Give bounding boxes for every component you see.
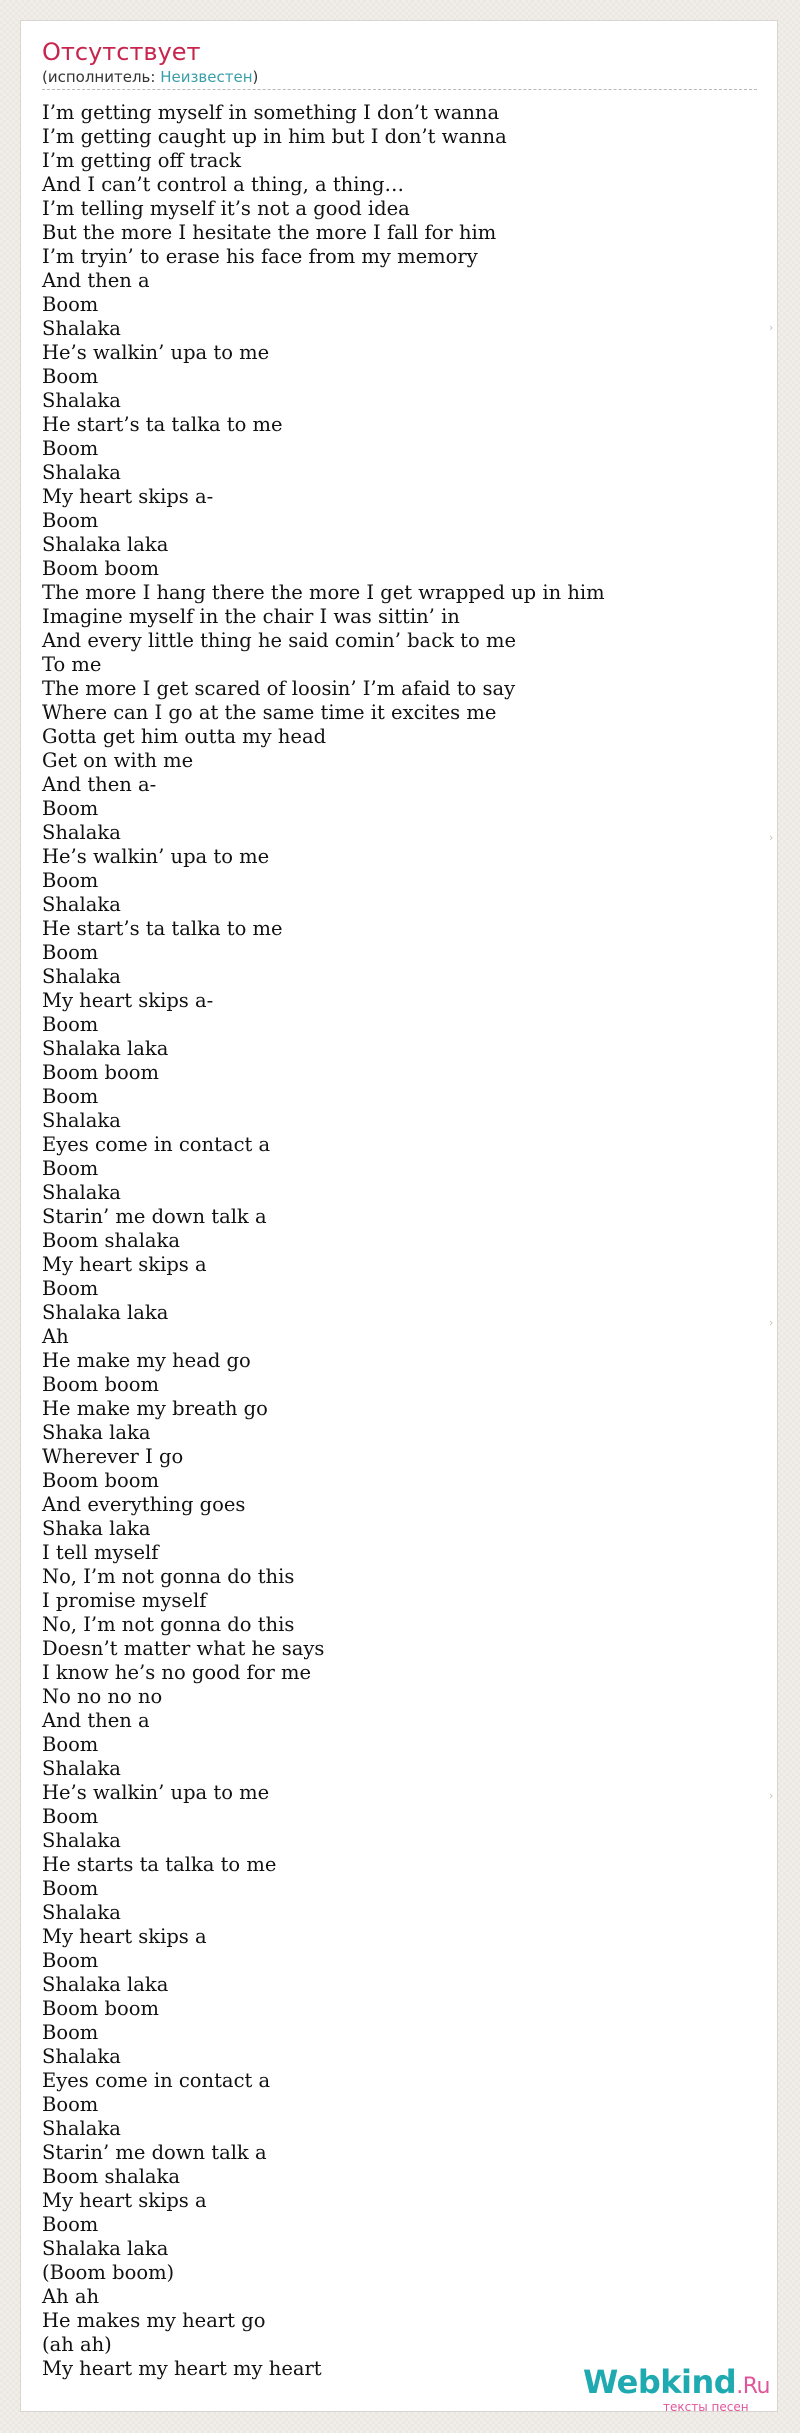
- lyric-line: Wherever I go: [42, 1445, 184, 1468]
- lyric-line: Shaka laka: [42, 1517, 151, 1540]
- lyric-line: Shalaka: [42, 461, 121, 484]
- lyric-line: He make my breath go: [42, 1397, 268, 1420]
- artist-prefix: (исполнитель:: [42, 68, 161, 86]
- lyric-line: Gotta get him outta my head: [42, 725, 327, 748]
- lyric-line: Get on with me: [42, 749, 194, 772]
- lyric-line: Where can I go at the same time it excites me: [42, 701, 497, 724]
- lyric-line: And then a: [42, 1709, 150, 1732]
- lyric-line: My heart skips a: [42, 2189, 207, 2212]
- lyric-line: And I can’t control a thing, a thing…: [42, 173, 405, 196]
- artist-link[interactable]: Неизвестен: [160, 68, 253, 86]
- lyric-line: Boom: [42, 1733, 99, 1756]
- lyric-line: Shalaka laka: [42, 1301, 169, 1324]
- lyric-line: I’m tryin’ to erase his face from my memory: [42, 245, 478, 268]
- lyric-line: My heart my heart my heart: [42, 2357, 322, 2380]
- lyric-line: (ah ah): [42, 2333, 112, 2356]
- lyric-line: Doesn’t matter what he says: [42, 1637, 325, 1660]
- lyric-line: Shalaka: [42, 1181, 121, 1204]
- lyric-line: Boom boom: [42, 1469, 159, 1492]
- lyrics-card: [20, 20, 778, 2412]
- lyric-line: The more I get scared of loosin’ I’m afaid to say: [42, 677, 516, 700]
- lyric-line: Boom: [42, 941, 99, 964]
- lyric-line: Boom: [42, 1949, 99, 1972]
- lyric-line: My heart skips a: [42, 1925, 207, 1948]
- edge-ornament-icon: ›: [769, 1316, 774, 1329]
- lyric-line: Ah ah: [42, 2285, 100, 2308]
- lyric-line: My heart skips a-: [42, 989, 214, 1012]
- logo-domain: .Ru: [736, 2374, 770, 2399]
- lyric-line: But the more I hesitate the more I fall for him: [42, 221, 497, 244]
- lyric-line: Boom boom: [42, 557, 159, 580]
- lyric-line: Shalaka: [42, 1829, 121, 1852]
- edge-ornament-icon: ›: [769, 1789, 774, 1802]
- artist-line: [42, 70, 258, 85]
- lyric-line: Boom: [42, 797, 99, 820]
- lyric-line: Shalaka laka: [42, 2237, 169, 2260]
- lyric-line: Shalaka: [42, 317, 121, 340]
- lyric-line: Shalaka: [42, 1109, 121, 1132]
- lyric-line: Shalaka: [42, 1901, 121, 1924]
- lyric-line: Boom: [42, 2213, 99, 2236]
- lyric-line: He starts ta talka to me: [42, 1853, 277, 1876]
- logo-subtitle: тексты песен: [663, 2400, 749, 2414]
- lyric-line: The more I hang there the more I get wrapped up in him: [42, 581, 605, 604]
- lyric-line: I’m getting myself in something I don’t wanna: [42, 101, 500, 124]
- lyrics-text: [42, 101, 757, 2381]
- lyric-line: Boom: [42, 509, 99, 532]
- lyric-line: Boom: [42, 1157, 99, 1180]
- lyric-line: He make my head go: [42, 1349, 251, 1372]
- lyric-line: He makes my heart go: [42, 2309, 266, 2332]
- lyric-line: No no no no: [42, 1685, 163, 1708]
- lyric-line: He’s walkin’ upa to me: [42, 341, 270, 364]
- lyric-line: Shalaka: [42, 389, 121, 412]
- lyric-line: And every little thing he said comin’ back to me: [42, 629, 516, 652]
- lyric-line: Boom: [42, 437, 99, 460]
- lyric-line: Shalaka: [42, 2045, 121, 2068]
- lyric-line: To me: [42, 653, 102, 676]
- lyric-line: He start’s ta talka to me: [42, 917, 283, 940]
- lyric-line: I’m getting caught up in him but I don’t wanna: [42, 125, 507, 148]
- lyric-line: And everything goes: [42, 1493, 246, 1516]
- lyric-line: Boom shalaka: [42, 2165, 180, 2188]
- lyric-line: My heart skips a-: [42, 485, 214, 508]
- lyric-line: (Boom boom): [42, 2261, 175, 2284]
- lyric-line: Shalaka: [42, 821, 121, 844]
- lyric-line: I tell myself: [42, 1541, 159, 1564]
- lyric-line: I’m getting off track: [42, 149, 242, 172]
- edge-ornament-icon: ›: [769, 831, 774, 844]
- lyric-line: And then a: [42, 269, 150, 292]
- artist-suffix: ): [252, 68, 259, 86]
- lyric-line: Eyes come in contact a: [42, 2069, 271, 2092]
- lyric-line: Shalaka: [42, 2117, 121, 2140]
- lyric-line: Boom: [42, 1277, 99, 1300]
- lyric-line: Boom boom: [42, 1997, 159, 2020]
- site-logo[interactable]: [583, 2363, 783, 2416]
- song-title: Отсутствует: [42, 38, 201, 66]
- lyric-line: Boom: [42, 365, 99, 388]
- lyric-line: Shaka laka: [42, 1421, 151, 1444]
- lyric-line: Boom: [42, 1805, 99, 1828]
- lyric-line: I’m telling myself it’s not a good idea: [42, 197, 410, 220]
- lyric-line: Shalaka laka: [42, 1037, 169, 1060]
- lyric-line: No, I’m not gonna do this: [42, 1565, 295, 1588]
- logo-wordmark: [583, 2363, 770, 2401]
- lyric-line: Boom shalaka: [42, 1229, 180, 1252]
- lyric-line: Shalaka laka: [42, 533, 169, 556]
- lyric-line: Shalaka laka: [42, 1973, 169, 1996]
- lyric-line: My heart skips a: [42, 1253, 207, 1276]
- lyric-line: I promise myself: [42, 1589, 207, 1612]
- lyric-line: Shalaka: [42, 965, 121, 988]
- lyric-line: Boom: [42, 2093, 99, 2116]
- lyric-line: Boom: [42, 1085, 99, 1108]
- logo-main-text: Webkind: [583, 2363, 737, 2401]
- lyric-line: Starin’ me down talk a: [42, 1205, 267, 1228]
- lyric-line: Boom boom: [42, 1061, 159, 1084]
- lyric-line: Shalaka: [42, 893, 121, 916]
- lyric-line: No, I’m not gonna do this: [42, 1613, 295, 1636]
- lyric-line: Starin’ me down talk a: [42, 2141, 267, 2164]
- lyric-line: Eyes come in contact a: [42, 1133, 271, 1156]
- lyric-line: Imagine myself in the chair I was sittin’ in: [42, 605, 460, 628]
- lyric-line: He’s walkin’ upa to me: [42, 845, 270, 868]
- lyric-line: And then a-: [42, 773, 157, 796]
- lyric-line: Shalaka: [42, 1757, 121, 1780]
- lyric-line: Boom: [42, 2021, 99, 2044]
- lyric-line: Boom: [42, 1877, 99, 1900]
- lyric-line: Boom: [42, 1013, 99, 1036]
- lyric-line: He’s walkin’ upa to me: [42, 1781, 270, 1804]
- edge-ornament-icon: ›: [769, 321, 774, 334]
- lyric-line: Ah: [42, 1325, 69, 1348]
- lyric-line: I know he’s no good for me: [42, 1661, 312, 1684]
- lyric-line: He start’s ta talka to me: [42, 413, 283, 436]
- title-divider: [42, 89, 757, 90]
- lyric-line: Boom boom: [42, 1373, 159, 1396]
- lyric-line: Boom: [42, 869, 99, 892]
- lyric-line: Boom: [42, 293, 99, 316]
